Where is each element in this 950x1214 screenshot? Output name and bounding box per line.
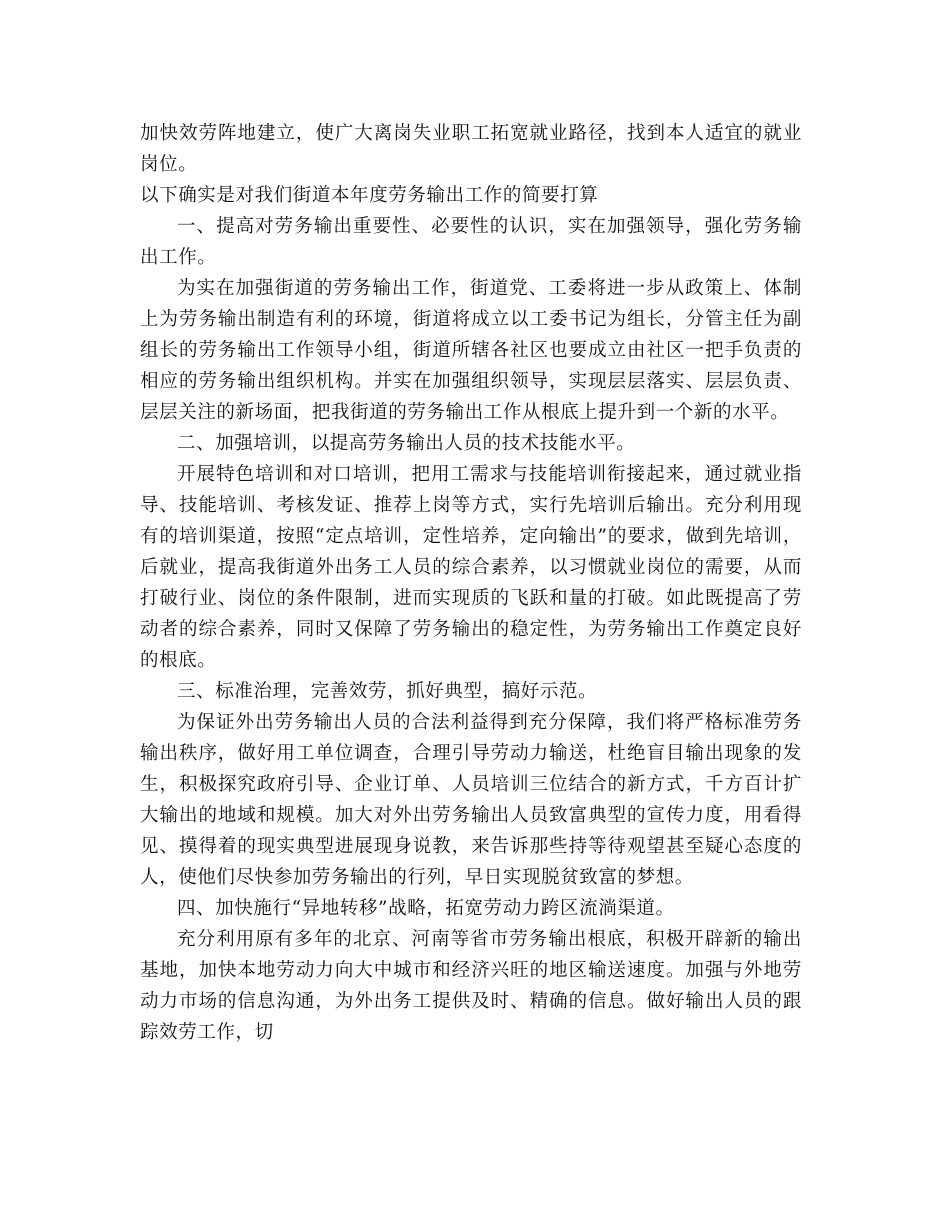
section-heading-4: 四、加快施行“异地转移”战略，拓宽劳动力跨区流淌渠道。 [177, 898, 675, 919]
paragraph-intro-2: 以下确实是对我们街道本年度劳务输出工作的简要打算 [140, 185, 599, 206]
paragraph-intro-1: 加快效劳阵地建立，使广大离岗失业职工拓宽就业路径，找到本人适宜的就业岗位。 [140, 123, 802, 175]
document-body [140, 118, 802, 1048]
paragraph-body-3: 为保证外出劳务输出人员的合法利益得到充分保障，我们将严格标准劳务输出秩序，做好用工单位调查，合理引导劳动力输送，杜绝盲目输出现象的发生，积极探究政府引导、企业订单、人员培训三位结合的新方式，千方百计扩大输出的地域和规模。加大对外出劳务输出人员致富典型的宣传力度，用看得见、摸得着的现实典型进展现身说教，来告诉那些持等待观望甚至疑心态度的人，使他们尽快参加劳务输出的行列，早日实现脱贫致富的梦想。 [140, 712, 802, 888]
section-heading-1: 一、提高对劳务输出重要性、必要性的认识，实在加强领导，强化劳务输出工作。 [140, 216, 802, 268]
section-heading-3: 三、标准治理，完善效劳，抓好典型，搞好示范。 [177, 681, 598, 702]
section-heading-2: 二、加强培训，以提高劳务输出人员的技术技能水平。 [177, 433, 636, 454]
paragraph-body-2: 开展特色培训和对口培训，把用工需求与技能培训衔接起来，通过就业指导、技能培训、考核发证、推荐上岗等方式，实行先培训后输出。充分利用现有的培训渠道，按照“定点培训，定性培养，定向输出”的要求，做到先培训，后就业，提高我街道外出务工人员的综合素养，以习惯就业岗位的需要，从而打破行业、岗位的条件限制，进而实现质的飞跃和量的打破。如此既提高了劳动者的综合素养，同时又保障了劳务输出的稳定性，为劳务输出工作奠定良好的根底。 [140, 464, 802, 671]
paragraph-body-4: 充分利用原有多年的北京、河南等省市劳务输出根底，积极开辟新的输出基地，加快本地劳动力向大中城市和经济兴旺的地区输送速度。加强与外地劳动力市场的信息沟通，为外出务工提供及时、精确的信息。做好输出人员的跟踪效劳工作，切 [140, 929, 802, 1043]
paragraph-body-1: 为实在加强街道的劳务输出工作，街道党、工委将进一步从政策上、体制上为劳务输出制造有利的环境，街道将成立以工委书记为组长，分管主任为副组长的劳务输出工作领导小组，街道所辖各社区也要成立由社区一把手负责的相应的劳务输出组织机构。并实在加强组织领导，实现层层落实、层层负责、层层关注的新场面，把我街道的劳务输出工作从根底上提升到一个新的水平。 [140, 278, 802, 423]
